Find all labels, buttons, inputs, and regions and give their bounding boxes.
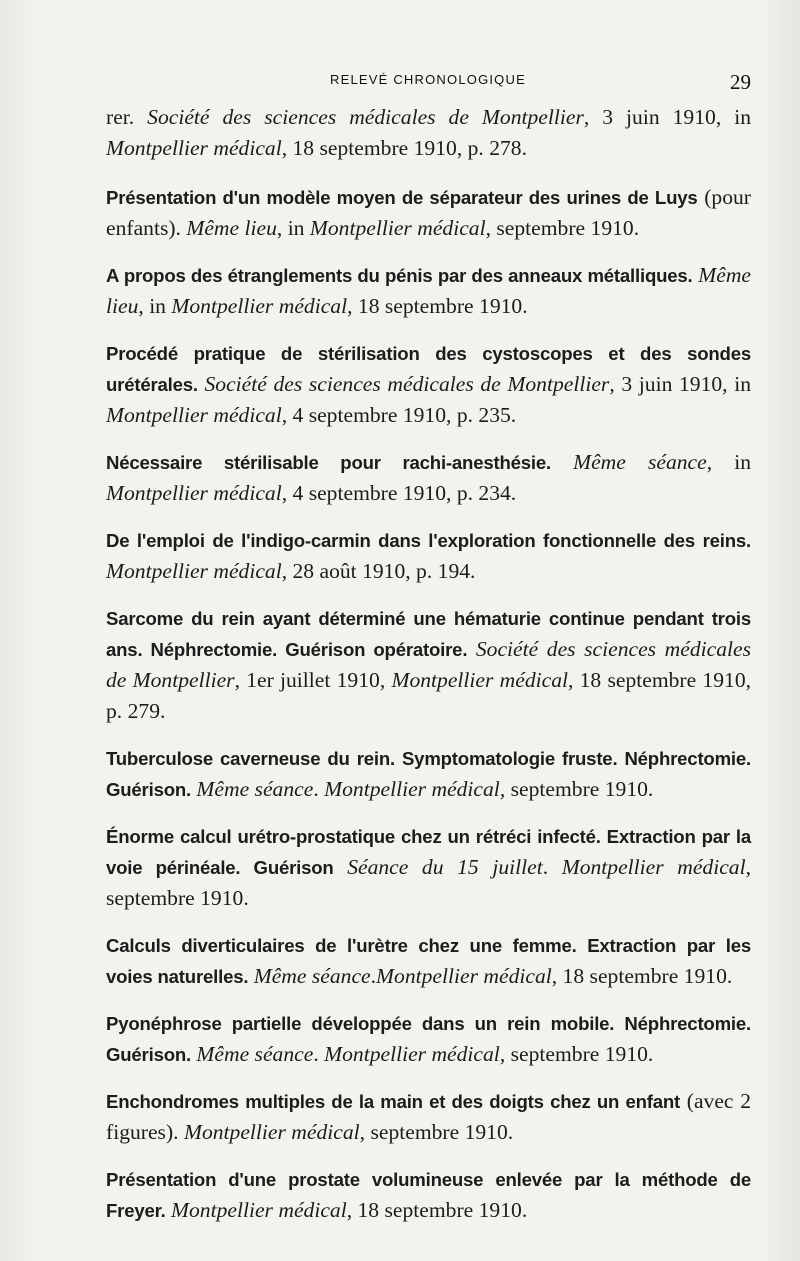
entry-reference: , 4 septembre 1910, p. 234. bbox=[281, 481, 517, 505]
entry-source: Même séance bbox=[196, 1042, 314, 1066]
entry-reference: , 4 septembre 1910, p. 235. bbox=[281, 403, 517, 427]
entry-reference: , in bbox=[138, 294, 172, 318]
entry-reference: , 3 juin 1910, in bbox=[609, 372, 751, 396]
entry-reference: , septembre 1910. bbox=[499, 1042, 654, 1066]
entry-source: Montpellier médical bbox=[106, 403, 282, 427]
entry-reference: , septembre 1910. bbox=[359, 1120, 514, 1144]
entry-title: Tuberculose caverneuse du rein. Symptomatologie fruste. Néphrectomie. Guérison. bbox=[106, 748, 751, 800]
entry-source: Montpellier médical bbox=[106, 136, 282, 160]
entry-reference bbox=[467, 637, 476, 661]
entry-source: Société des sciences médicales de Montpellier bbox=[204, 372, 610, 396]
bibliography-entry bbox=[106, 102, 751, 164]
entry-source: Société des sciences médicales de Montpellier bbox=[147, 105, 584, 129]
bibliography-entry bbox=[106, 930, 751, 992]
entry-reference bbox=[551, 450, 573, 474]
bibliography-entry bbox=[106, 743, 751, 805]
entry-title: Présentation d'une prostate volumineuse enlevée par la méthode de Freyer. bbox=[106, 1169, 751, 1221]
entry-reference: , septembre 1910. bbox=[485, 216, 640, 240]
entry-source: Séance du 15 juillet bbox=[347, 855, 543, 879]
entry-reference: . bbox=[542, 855, 562, 879]
entry-reference: , 1er juillet 1910, bbox=[234, 668, 392, 692]
entry-title: Enchondromes multiples de la main et des doigts chez un enfant bbox=[106, 1091, 681, 1112]
entry-source: Montpellier médical bbox=[376, 964, 552, 988]
entry-reference: , in bbox=[276, 216, 310, 240]
page-number: 29 bbox=[730, 70, 751, 94]
bibliography-list bbox=[106, 102, 751, 1242]
entry-source: Montpellier médical bbox=[561, 855, 746, 879]
entry-reference: , 18 septembre 1910. bbox=[346, 1198, 528, 1222]
entry-reference bbox=[334, 855, 348, 879]
bibliography-entry bbox=[106, 260, 751, 322]
entry-source: Montpellier médical bbox=[183, 1120, 360, 1144]
entry-reference: , 18 septembre 1910, p. 279. bbox=[106, 668, 752, 723]
bibliography-entry bbox=[106, 1008, 751, 1070]
entry-reference: , 28 août 1910, p. 194. bbox=[281, 559, 476, 583]
entry-title: Nécessaire stérilisable pour rachi-anesthésie. bbox=[106, 452, 551, 473]
entry-source: Même lieu bbox=[186, 216, 277, 240]
entry-reference: , 18 septembre 1910, p. 278. bbox=[281, 136, 527, 160]
entry-reference: . bbox=[370, 964, 377, 988]
entry-title: De l'emploi de l'indigo-carmin dans l'exploration fonctionnelle des reins. bbox=[106, 530, 751, 551]
entry-title: Sarcome du rein ayant déterminé une hématurie continue pendant trois ans. Néphrectomie. Guérison opératoire. bbox=[106, 608, 751, 660]
bibliography-entry bbox=[106, 338, 751, 431]
bibliography-entry bbox=[106, 525, 751, 587]
entry-source: Montpellier médical bbox=[171, 294, 348, 318]
entry-source: Montpellier médical bbox=[324, 1042, 500, 1066]
entry-title: Présentation d'un modèle moyen de séparateur des urines de Luys bbox=[106, 187, 698, 208]
entry-source: Montpellier médical bbox=[106, 559, 282, 583]
entry-source: Même séance bbox=[573, 450, 707, 474]
entry-source: Montpellier médical bbox=[106, 481, 282, 505]
entry-source: Montpellier médical bbox=[324, 777, 500, 801]
entry-title: A propos des étranglements du pénis par des anneaux métalliques. bbox=[106, 265, 693, 286]
entry-reference: . bbox=[313, 777, 325, 801]
bibliography-entry bbox=[106, 821, 751, 914]
entry-reference: , septembre 1910. bbox=[106, 855, 752, 910]
entry-title: Procédé pratique de stérilisation des cystoscopes et des sondes urétérales. bbox=[106, 343, 751, 395]
bibliography-entry bbox=[106, 603, 751, 727]
bibliography-entry bbox=[106, 182, 751, 244]
entry-title: Calculs diverticulaires de l'urètre chez une femme. Extraction par les voies naturelles. bbox=[106, 935, 751, 987]
entry-reference: , septembre 1910. bbox=[499, 777, 654, 801]
entry-source: Société des sciences médicales de Montpellier bbox=[106, 637, 751, 692]
entry-source: Montpellier médical bbox=[309, 216, 486, 240]
entry-reference: rer. bbox=[106, 105, 148, 129]
entry-source: Même séance bbox=[253, 964, 371, 988]
bibliography-entry bbox=[106, 447, 751, 509]
entry-title: Énorme calcul urétro-prostatique chez un rétréci infecté. Extraction par la voie périnéale. Guérison bbox=[106, 826, 751, 878]
entry-reference: (avec 2 figures). bbox=[106, 1089, 751, 1144]
entry-source: Même lieu bbox=[106, 263, 752, 318]
entry-reference: , 18 septembre 1910. bbox=[551, 964, 733, 988]
bibliography-entry bbox=[106, 1164, 751, 1226]
entry-source: Montpellier médical bbox=[391, 668, 568, 692]
entry-source: Même séance bbox=[196, 777, 314, 801]
entry-source: Montpellier médical bbox=[171, 1198, 347, 1222]
bibliography-entry bbox=[106, 1086, 751, 1148]
page-header bbox=[105, 70, 751, 96]
entry-reference: , in bbox=[706, 450, 752, 474]
running-title: RELEVÉ CHRONOLOGIQUE bbox=[330, 72, 526, 87]
entry-reference: , 3 juin 1910, in bbox=[583, 105, 752, 129]
entry-reference: . bbox=[313, 1042, 325, 1066]
entry-reference: (pour enfants). bbox=[106, 185, 751, 240]
entry-reference: , 18 septembre 1910. bbox=[347, 294, 528, 318]
entry-title: Pyonéphrose partielle développée dans un rein mobile. Néphrectomie. Guérison. bbox=[106, 1013, 751, 1065]
